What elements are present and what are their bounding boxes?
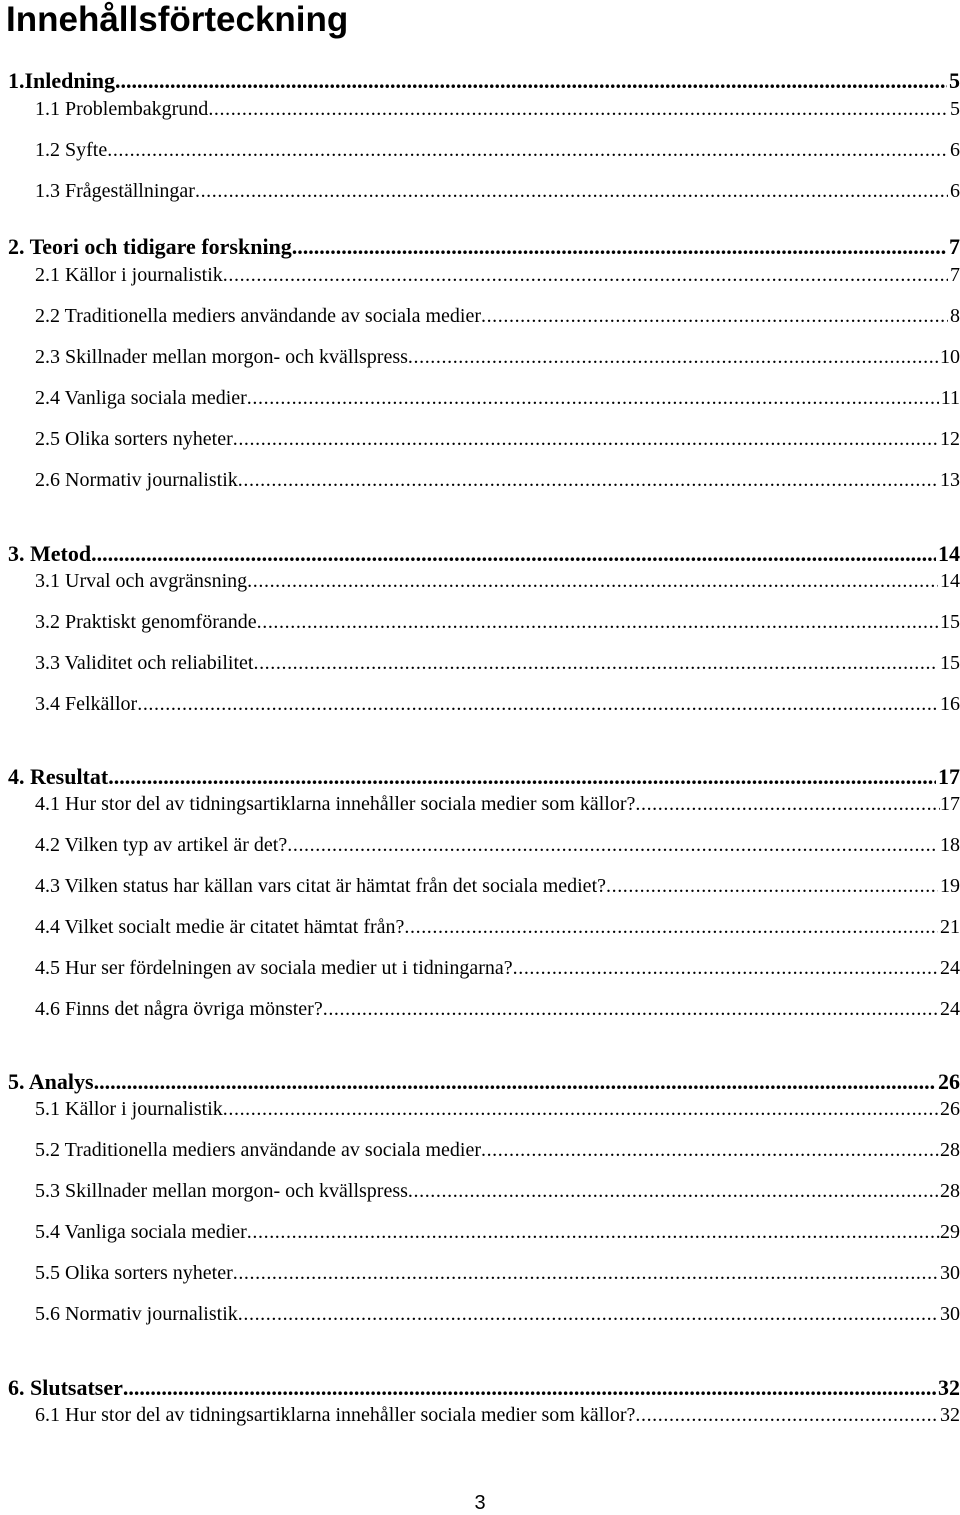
toc-entry[interactable] [35,1096,960,1122]
toc-entry[interactable] [8,541,960,567]
toc-entry-page: 19 [940,875,960,897]
toc-entry[interactable] [8,1375,960,1401]
toc-entry-page: 24 [940,998,960,1020]
toc-entry[interactable] [35,426,960,452]
toc-entry-page: 6 [950,180,960,202]
dot-leader [606,873,938,899]
toc-entry[interactable] [8,68,960,94]
dot-leader [115,68,947,94]
toc-entry-title: 2.1 Källor i journalistik [35,264,223,286]
toc-entry-page: 30 [940,1262,960,1284]
dot-leader [233,426,938,452]
toc-entry-page: 12 [940,428,960,450]
toc-entry-title: 6. Slutsatser [8,1375,123,1400]
toc-entry-page: 15 [940,652,960,674]
toc-entry-title: 4. Resultat [8,764,109,789]
toc-entry-title: 1.3 Frågeställningar [35,180,195,202]
toc-entry-title: 4.4 Vilket socialt medie är citatet hämtat från? [35,916,405,938]
dot-leader [108,764,936,790]
toc-entry-title: 5.3 Skillnader mellan morgon- och kvällspress [35,1180,408,1202]
toc-entry[interactable] [35,996,960,1022]
toc-entry[interactable] [35,609,960,635]
toc-entry-page: 10 [940,346,960,368]
toc-entry-title: 2.4 Vanliga sociala medier [35,387,247,409]
toc-entry-title: 2.3 Skillnader mellan morgon- och kvällspress [35,346,408,368]
dot-leader [91,541,936,567]
toc-entry[interactable] [35,1260,960,1286]
toc-entry-title: 1.2 Syfte [35,139,108,161]
toc-entry-page: 14 [940,570,960,592]
dot-leader [94,1069,936,1095]
dot-leader [253,650,938,676]
dot-leader [107,137,948,163]
toc-entry-title: 5.4 Vanliga sociala medier [35,1221,247,1243]
toc-entry-title: 3. Metod [8,541,92,566]
toc-entry[interactable] [35,650,960,676]
dot-leader [247,568,938,594]
dot-leader [238,467,938,493]
toc-entry[interactable] [35,96,960,122]
toc-entry-title: 5.6 Normativ journalistik [35,1303,238,1325]
toc-entry[interactable] [35,1301,960,1327]
toc-entry[interactable] [35,344,960,370]
toc-entry-page: 21 [940,916,960,938]
toc-entry-title: 5.2 Traditionella mediers användande av sociala medier [35,1139,481,1161]
toc-entry-title: 4.5 Hur ser fördelningen av sociala medier ut i tidningarna? [35,957,513,979]
dot-leader [287,832,938,858]
toc-entry-page: 8 [950,305,960,327]
toc-entry-page: 28 [940,1180,960,1202]
toc-entry[interactable] [35,303,960,329]
dot-leader [257,609,938,635]
toc-entry-page: 30 [940,1303,960,1325]
dot-leader [247,385,939,411]
toc-entry-page: 7 [950,264,960,286]
toc-entry-page: 13 [940,469,960,491]
toc-entry-title: 5.1 Källor i journalistik [35,1098,223,1120]
toc-entry[interactable] [35,1219,960,1245]
toc-entry-title: 4.3 Vilken status har källan vars citat är hämtat från det sociala mediet? [35,875,606,897]
toc-entry[interactable] [35,137,960,163]
dot-leader [635,1402,938,1428]
toc-entry-title: 2.6 Normativ journalistik [35,469,238,491]
toc-entry-page: 11 [940,387,960,409]
toc-entry[interactable] [35,832,960,858]
toc-entry[interactable] [35,467,960,493]
toc-entry-page: 17 [940,793,960,815]
toc-entry-title: 4.6 Finns det några övriga mönster? [35,998,323,1020]
toc-entry-page: 6 [950,139,960,161]
toc-entry-page: 24 [940,957,960,979]
dot-leader [247,1219,940,1245]
toc-entry-page: 26 [940,1098,960,1120]
dot-leader [123,1375,936,1401]
dot-leader [513,955,938,981]
toc-entry-title: 2.2 Traditionella mediers användande av sociala medier [35,305,481,327]
toc-entry-title: 4.2 Vilken typ av artikel är det? [35,834,288,856]
toc-entry-page: 18 [940,834,960,856]
toc-entry-page: 7 [949,234,960,259]
toc-entry-page: 26 [938,1069,960,1094]
toc-entry-title: 5.5 Olika sorters nyheter [35,1262,233,1284]
dot-leader [408,1178,938,1204]
toc-entry[interactable] [35,1178,960,1204]
dot-leader [408,344,938,370]
dot-leader [195,178,948,204]
toc-entry-title: 1.Inledning [8,68,115,93]
toc-entry[interactable] [35,1137,960,1163]
dot-leader [137,691,938,717]
toc-entry-page: 32 [938,1375,960,1400]
toc-entry-title: 5. Analys [8,1069,94,1094]
toc-entry[interactable] [35,568,960,594]
toc-entry-title: 3.3 Validitet och reliabilitet [35,652,254,674]
toc-entry-page: 17 [938,764,960,789]
dot-leader [238,1301,938,1327]
toc-entry-page: 29 [940,1221,960,1243]
toc-entry-title: 3.4 Felkällor [35,693,138,715]
toc-entry[interactable] [35,914,960,940]
page-title: Innehållsförteckning [6,0,349,39]
toc-entry[interactable] [35,1402,960,1428]
toc-entry-page: 16 [940,693,960,715]
toc-entry[interactable] [35,385,960,411]
toc-entry[interactable] [8,234,960,260]
toc-entry[interactable] [35,955,960,981]
dot-leader [223,262,948,288]
toc-entry[interactable] [35,178,960,204]
toc-entry-title: 1.1 Problembakgrund [35,98,209,120]
toc-entry-page: 32 [940,1404,960,1426]
toc-entry[interactable] [8,1069,960,1095]
toc-entry-page: 5 [950,98,960,120]
toc-entry-title: 2. Teori och tidigare forskning [8,234,292,259]
toc-entry-title: 6.1 Hur stor del av tidningsartiklarna innehåller sociala medier som källor? [35,1404,636,1426]
dot-leader [323,996,938,1022]
toc-entry-page: 14 [938,541,960,566]
toc-entry-page: 28 [940,1139,960,1161]
toc-entry-title: 4.1 Hur stor del av tidningsartiklarna innehåller sociala medier som källor? [35,793,636,815]
dot-leader [233,1260,938,1286]
dot-leader [404,914,938,940]
toc-entry-title: 3.1 Urval och avgränsning [35,570,248,592]
dot-leader [223,1096,938,1122]
dot-leader [481,1137,940,1163]
toc-entry[interactable] [35,873,960,899]
toc-entry-title: 3.2 Praktiskt genomförande [35,611,257,633]
toc-entry-page: 15 [940,611,960,633]
toc-entry-page: 5 [949,68,960,93]
toc-entry[interactable] [35,691,960,717]
toc-entry[interactable] [35,262,960,288]
dot-leader [292,234,947,260]
dot-leader [635,791,940,817]
toc-entry-title: 2.5 Olika sorters nyheter [35,428,233,450]
dot-leader [208,96,948,122]
dot-leader [481,303,948,329]
toc-entry[interactable] [8,764,960,790]
page-number: 3 [474,1492,486,1514]
toc-entry[interactable] [35,791,960,817]
